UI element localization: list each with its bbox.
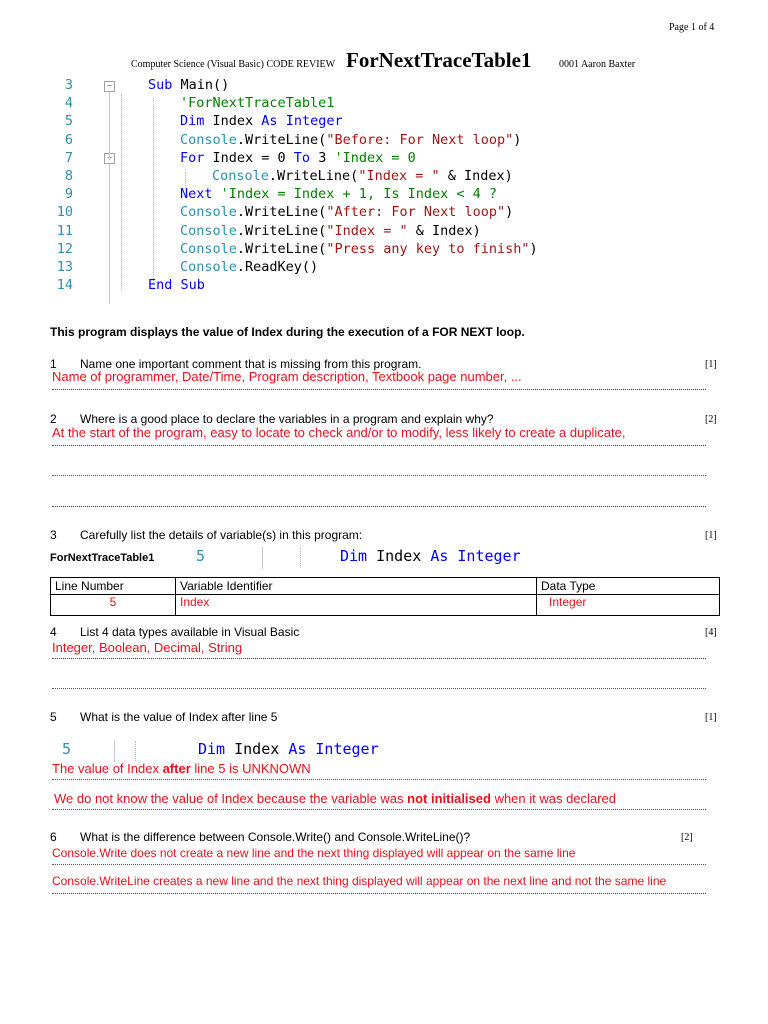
code-text <box>180 112 343 130</box>
code-text <box>180 131 521 149</box>
code-line <box>55 76 575 94</box>
q4-text: List 4 data types available in Visual Basic <box>80 625 300 639</box>
q5-marks: [1] <box>705 712 717 723</box>
code-token: .WriteLine( <box>236 131 327 148</box>
code-text <box>180 240 538 258</box>
q1-number: 1 <box>50 357 57 371</box>
code-token: Integer <box>285 113 343 130</box>
snippet-line-number: 5 <box>196 547 206 565</box>
code-token: Console <box>180 240 237 257</box>
code-token: As <box>261 113 286 130</box>
indent-guide <box>300 548 301 568</box>
q6-answer-1: Console.Write does not create a new line and the next thing displayed will appear on the same line <box>52 846 576 860</box>
line-number: 12 <box>56 240 73 257</box>
code-line <box>55 149 575 167</box>
collapse-icon[interactable]: − <box>104 153 115 164</box>
line-number: 8 <box>64 168 73 184</box>
code-token: End <box>148 277 181 294</box>
code-token: To <box>293 149 319 166</box>
code-token: Console <box>180 222 237 239</box>
snippet-code <box>340 547 521 565</box>
line-number: 9 <box>64 186 73 203</box>
answer-line <box>52 658 706 659</box>
code-token: .ReadKey() <box>236 259 319 275</box>
variable-table <box>50 577 720 616</box>
answer-emphasis: not initialised <box>407 791 491 806</box>
fold-line <box>262 547 263 569</box>
code-token: Index <box>234 740 289 758</box>
answer-line <box>52 779 706 780</box>
code-line <box>55 276 575 294</box>
code-token: Index = 0 <box>212 149 294 166</box>
code-token: Index <box>212 113 262 130</box>
code-token: Dim <box>198 740 235 758</box>
snippet-line-number: 5 <box>62 740 72 758</box>
code-token: & Index) <box>439 168 513 184</box>
code-token: "Press any key to finish" <box>326 240 530 257</box>
table-cell: Index <box>176 595 537 616</box>
code-token: "After: For Next loop" <box>326 204 506 221</box>
code-line <box>55 131 575 149</box>
intro-text: This program displays the value of Index during the execution of a FOR NEXT loop. <box>50 325 525 339</box>
q6-text: What is the difference between Console.Write() and Console.WriteLine()? <box>80 830 471 844</box>
answer-line <box>52 445 706 446</box>
table-cell: 5 <box>51 595 176 616</box>
line-number: 4 <box>64 95 73 112</box>
code-token: & Index) <box>407 222 481 239</box>
q2-text: Where is a good place to declare the variables in a program and explain why? <box>80 412 494 426</box>
answer-text: line 5 is UNKNOWN <box>190 761 311 776</box>
code-line <box>55 222 575 240</box>
code-token: As <box>288 740 316 758</box>
code-token: Main() <box>180 77 230 93</box>
code-listing <box>55 76 575 296</box>
code-token: ) <box>505 204 514 221</box>
table-header: Data Type <box>537 578 720 595</box>
answer-line <box>52 688 706 689</box>
q5-answer-1 <box>52 761 311 776</box>
q4-number: 4 <box>50 625 57 639</box>
q5-answer-2 <box>54 791 616 806</box>
q3-text: Carefully list the details of variable(s) in this program: <box>80 528 363 542</box>
q2-answer: At the start of the program, easy to locate to check and/or to modify, less likely to create a duplicate, <box>52 425 626 440</box>
answer-emphasis: after <box>162 761 191 776</box>
code-line <box>55 258 575 276</box>
code-token: Next <box>180 186 221 203</box>
table-header: Variable Identifier <box>176 578 537 595</box>
table-header-row <box>51 578 720 595</box>
table-cell: Integer <box>537 595 720 616</box>
code-line <box>55 240 575 258</box>
code-text <box>180 222 481 240</box>
code-token: ) <box>529 240 538 257</box>
code-token: Sub <box>180 277 205 294</box>
code-line <box>55 185 575 203</box>
q4-marks: [4] <box>705 627 717 638</box>
line-number: 7 <box>64 149 73 166</box>
code-token: .WriteLine( <box>236 240 327 257</box>
page-number: Page 1 of 4 <box>669 22 715 33</box>
line-number: 5 <box>64 113 73 130</box>
code-line <box>55 203 575 221</box>
q3-program-name: ForNextTraceTable1 <box>50 552 155 564</box>
answer-line <box>52 506 706 507</box>
code-token: Index <box>376 547 431 565</box>
answer-text: when it was declared <box>490 791 616 806</box>
q5-text: What is the value of Index after line 5 <box>80 710 278 724</box>
code-text <box>212 167 513 185</box>
code-line <box>55 167 575 185</box>
code-text <box>180 94 334 112</box>
snippet-code <box>198 740 379 758</box>
code-token: .WriteLine( <box>268 168 359 184</box>
code-text <box>180 149 416 167</box>
code-token: "Before: For Next loop" <box>326 131 514 148</box>
table-row <box>51 595 720 616</box>
q4-answer: Integer, Boolean, Decimal, String <box>52 640 243 655</box>
code-token: ) <box>513 131 522 148</box>
code-line <box>55 94 575 112</box>
code-token: Dim <box>180 113 213 130</box>
line-number: 10 <box>56 204 73 221</box>
code-token: "Index = " <box>326 222 408 239</box>
q1-text: Name one important comment that is missing from this program. <box>80 357 422 371</box>
q6-marks: [2] <box>681 832 693 843</box>
line-number: 14 <box>56 277 73 294</box>
code-token: .WriteLine( <box>236 222 327 239</box>
answer-line <box>52 809 706 810</box>
code-text <box>180 185 497 203</box>
q2-number: 2 <box>50 412 57 426</box>
code-token: 'Index = 0 <box>334 149 416 166</box>
answer-text: We do not know the value of Index because the variable was <box>54 791 408 806</box>
answer-line <box>52 389 706 390</box>
code-token: Console <box>212 168 269 184</box>
q1-answer: Name of programmer, Date/Time, Program description, Textbook page number, ... <box>52 369 522 384</box>
code-token: 'ForNextTraceTable1 <box>180 95 335 112</box>
answer-line <box>52 864 706 865</box>
q6-answer-2: Console.WriteLine creates a new line and the next thing displayed will appear on the next line and not the same line <box>52 874 667 888</box>
code-token: For <box>180 149 213 166</box>
code-token: Dim <box>340 547 377 565</box>
code-token: Console <box>180 259 237 275</box>
q5-code-snippet <box>62 740 422 762</box>
code-text <box>148 76 229 94</box>
header-author: 0001 Aaron Baxter <box>559 59 636 70</box>
q6-number: 6 <box>50 830 57 844</box>
code-token: Console <box>180 131 237 148</box>
code-token: "Index = " <box>358 168 440 184</box>
code-line <box>55 112 575 130</box>
line-number: 11 <box>56 222 73 239</box>
code-token: Console <box>180 204 237 221</box>
code-token: 3 <box>318 149 335 166</box>
code-text <box>180 203 513 221</box>
q3-marks: [1] <box>705 530 717 541</box>
q5-number: 5 <box>50 710 57 724</box>
code-token: Integer <box>457 547 521 565</box>
code-token: .WriteLine( <box>236 204 327 221</box>
code-token: Integer <box>315 740 379 758</box>
code-text <box>148 276 205 294</box>
q1-marks: [1] <box>705 359 717 370</box>
line-number: 13 <box>56 259 73 275</box>
fold-line <box>114 740 115 762</box>
page-title: ForNextTraceTable1 <box>346 48 532 72</box>
line-number: 3 <box>64 77 73 93</box>
table-header: Line Number <box>51 578 176 595</box>
indent-guide <box>135 741 136 761</box>
code-token: 'Index = Index + 1, Is Index < 4 ? <box>220 186 497 203</box>
header-course: Computer Science (Visual Basic) CODE REVIEW <box>131 59 336 70</box>
answer-text: The value of Index <box>52 761 163 776</box>
answer-line <box>52 893 706 894</box>
q2-marks: [2] <box>705 414 717 425</box>
q3-code-snippet <box>196 547 556 569</box>
collapse-icon[interactable]: − <box>104 81 115 92</box>
code-token: Sub <box>148 77 181 93</box>
code-token: As <box>430 547 458 565</box>
q3-number: 3 <box>50 528 57 542</box>
code-text <box>180 258 318 276</box>
line-number: 6 <box>64 131 73 148</box>
answer-line <box>52 475 706 476</box>
